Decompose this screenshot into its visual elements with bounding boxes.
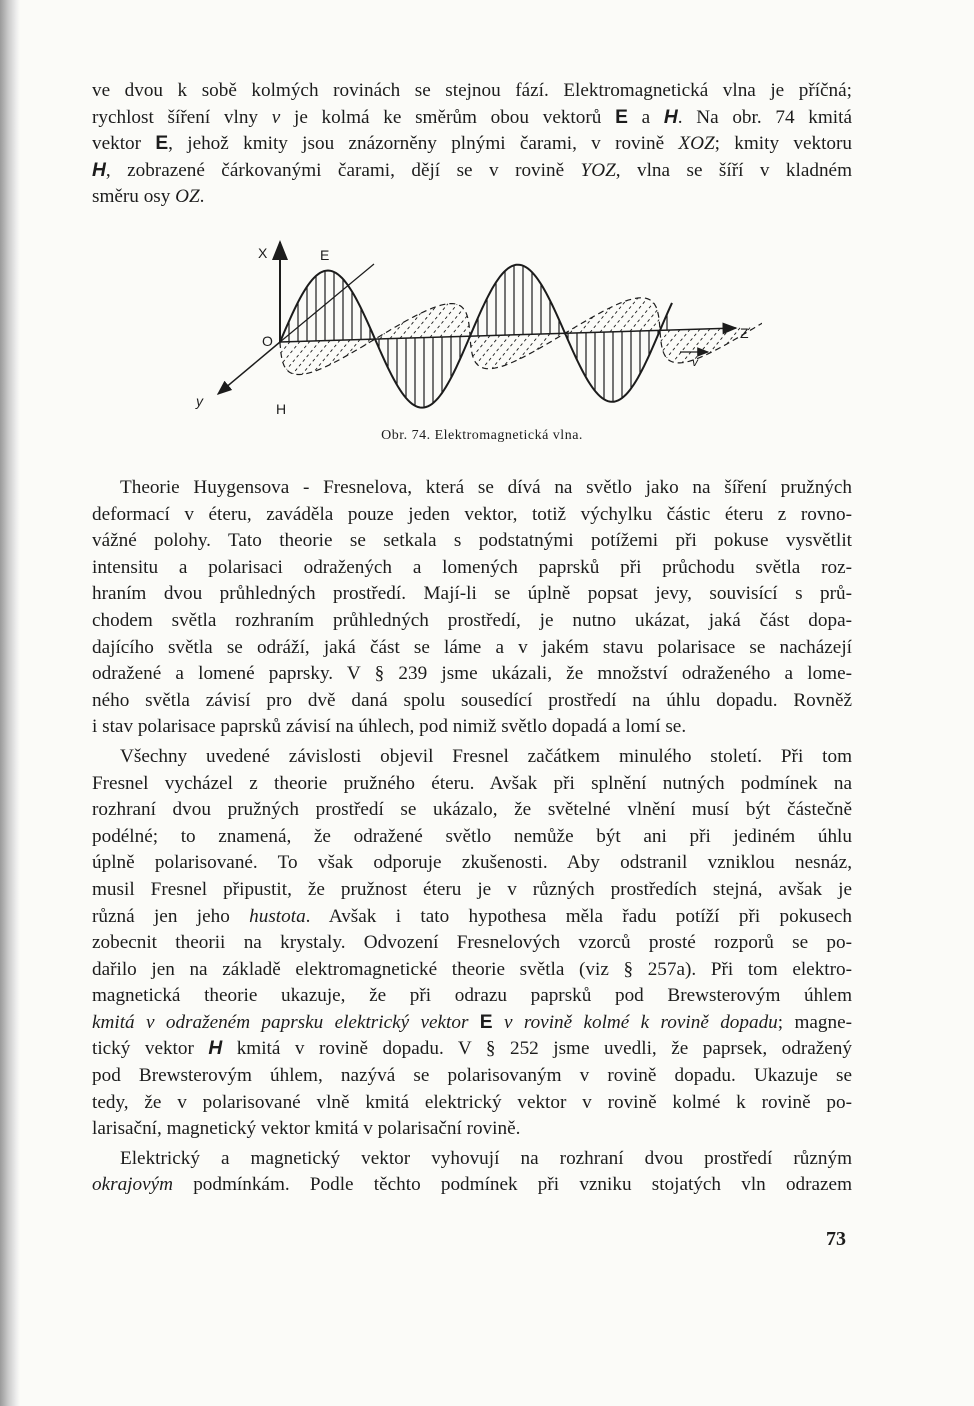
h-hatch-line [440,309,463,338]
figure-caption: Obr. 74. Elektromagnetická vlna. [381,428,583,443]
paragraph-boundary [92,1146,852,1199]
h-hatch-line [663,330,680,351]
text-line: Všechny uvedené závislosti objevil Fresnel začátkem minulého století. Při tom [120,745,852,767]
h-hatch-line [287,341,310,369]
text-line: dajícího světla se odráží, jaká část se láme a v jakém stavu polarisace se nacházejí [92,636,852,658]
z-axis [280,328,736,342]
label-y: y [196,393,203,409]
label-o: O [262,333,273,349]
h-hatch-line [314,340,340,371]
text-line: podélné; to znamená, že odražené světlo nemůže být ani při jediném úhlu [92,825,852,847]
h-hatch-line [473,336,490,357]
vector-e: E [615,106,628,128]
vector-h: H [92,159,106,181]
text-line: zobecnit theorii na krystaly. Odvození Fresnelových vzorců prosté rozporů se po- [92,932,852,954]
h-hatch-line [650,320,659,331]
h-hatch-line [661,330,670,341]
text-line: různá jen jeho hustota. Avšak i tato hypothesa měla řadu potíží při pokusech [92,905,852,927]
h-hatch-line [477,335,500,364]
text-line: úplně polarisované. To však odporuje zkušenosti. Aby odstranil vzniklou nesnáz, [92,852,852,874]
text-line: vážné polohy. Tato theorie se setkala s podstatnými potížemi při pokuse vysvětlit [92,530,852,552]
text-line: rychlost šíření vlny v je kolmá ke směrům obou vektorů E a H. Na obr. 74 kmitá [92,106,852,128]
text-line: magnetická theorie ukazuje, že při odrazu paprsků pod Brewsterovým úhlem [92,985,852,1007]
text-line: tický vektor H kmitá v rovině dopadu. V § 252 jsme uvedli, že paprsek, odražený [92,1038,852,1060]
text-line: dařilo jen na základě elektromagnetické theorie světla (viz § 257a). Při tom elektro- [92,958,852,980]
text-line: rozhraní dvou pružných prostředí se ukázalo, že světelné vlnění musí být částečně [92,799,852,821]
page-number: 73 [826,1228,846,1250]
text-line: kmitá v odraženém paprsku elektrický vektor E v rovině kolmé k rovině dopadu; magne- [92,1011,852,1033]
text-line: ného světla závisí pro dvě daná spolu sousedící prostředí na úhlu dopadu. Rovněž [92,689,852,711]
text-line: Theorie Huygensova - Fresnelova, která se dívá na světlo jako na šíření pružných [120,477,852,498]
label-e: E [320,247,330,263]
body-text [92,475,852,1199]
text-line: tedy, že v polarisované vlně kmitá elektrický vektor v rovině kolmé k rovině po- [92,1091,852,1113]
text-line: odražené a lomené paprsky. V § 239 jsme ukázali, že množství odraženého a lome- [92,663,852,685]
h-hatch-line [640,310,657,331]
h-hatch-line [450,316,467,337]
h-hatch-line [667,329,690,358]
vector-e: E [479,1011,493,1033]
em-wave-figure [192,234,762,424]
h-hatch-line [329,340,350,365]
h-hatch-line [519,334,540,359]
h-hatch-line [600,301,626,332]
text-line: chodem světla rozhraním průhledných prostředí, je nutno ukázat, jaká část dopa- [92,609,852,631]
h-hatch-line [400,313,421,338]
vector-h: H [208,1038,223,1060]
text-line: okrajovým podmínkám. Podle těchto podmínek při vzniku stojatých vln odrazem [92,1174,852,1196]
text-line: intensitu a polarisaci odražených a lomených paprsků při průchodu světla roz- [92,556,852,578]
text-line: směru osy OZ. [92,186,205,208]
vector-e: E [155,133,169,155]
text-line: pod Brewsterovým úhlem, nazývá se polarisovaným v rovině dopadu. Ukazuje se [92,1065,852,1087]
top-paragraph [92,78,852,211]
label-z: Z [740,325,749,341]
h-hatch-line [460,325,469,336]
h-hatch-line [590,308,611,333]
label-h: H [276,401,287,417]
label-v: v [692,355,698,369]
text-line: Elektrický a magnetický vektor vyhovují na rozhraní dvou prostředí různým [120,1147,852,1169]
text-line: vektor E, jehož kmity jsou znázorněny plnými čarami, v rovině XOZ; kmity vektoru [92,133,852,155]
h-hatch-line [283,341,300,362]
page-binding-shadow [0,0,20,1406]
h-hatch-line [281,342,290,353]
text-line: i stav polarisace paprsků závisí na úhlech, pod nimiž světlo dopadá a lomí se. [92,716,687,738]
y-axis-extension [280,264,374,342]
label-x: X [258,245,268,261]
h-hatch-line [694,329,720,360]
h-hatch-line [709,328,730,353]
text-line: hraním dvou průhledných prostředí. Mají-li se úplně popsat jevy, souvisící s prů- [92,583,852,605]
text-line: H, zobrazené čárkovanými čarami, dějí se v rovině YOZ, vlna se šíří v kladném [92,159,853,181]
paragraph-huygens [92,475,852,741]
h-hatch-line [504,334,530,365]
h-hatch-line [471,336,480,347]
text-line: Fresnel vycházel z theorie pružného éteru. Avšak při splnění nutných podmínek na [92,772,852,794]
vector-h: H [663,106,678,128]
y-axis [218,342,280,394]
text-line: deformací v éteru, zaváděla pouze jeden vektor, totiž výchylku částic éteru z rovno- [92,503,852,525]
h-hatch-line [630,303,653,332]
text-line: ve dvou k sobě kolmých rovinách se stejnou fází. Elektromagnetická vlna je příčná; [92,80,852,101]
text-line: musil Fresnel připustit, že pružnost éteru je v různých prostředích stejná, avšak je [92,878,852,900]
h-hatch-line [410,307,436,338]
text-line: larisační, magnetický vektor kmitá v polarisační rovině. [92,1118,521,1140]
paragraph-fresnel [92,744,852,1143]
